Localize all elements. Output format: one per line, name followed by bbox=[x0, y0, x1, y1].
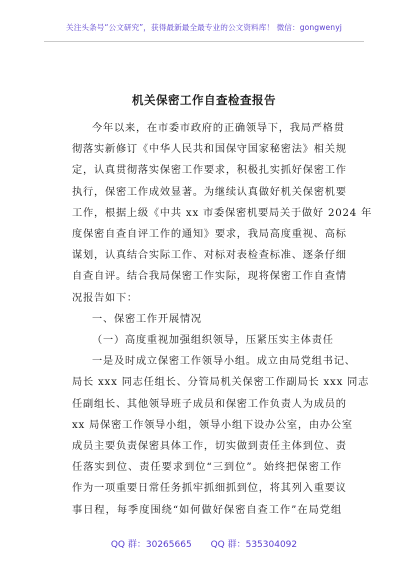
body-line: 任落实到位、责任要求到位“三到位”。始终把保密工作 bbox=[72, 462, 342, 474]
document-body bbox=[72, 118, 373, 521]
body-line: 况报告如下： bbox=[72, 292, 138, 304]
body-line: 局长 xxx 同志任组长、分管局机关保密工作副局长 xxx 同志 bbox=[72, 377, 370, 389]
header-divider bbox=[44, 41, 364, 42]
body-line: 度保密自查自评工作的通知》要求，我局高度重视、高标 bbox=[72, 229, 347, 241]
qq-group-2: QQ 群：535304092 bbox=[210, 540, 298, 550]
footer-contacts bbox=[0, 537, 408, 550]
body-line: 自查自评。结合我局保密工作实际，现将保密工作自查情 bbox=[72, 271, 347, 283]
subsection-heading: （一）高度重视加强组织领导，压紧压实主体责任 bbox=[92, 335, 334, 347]
qq-group-1: QQ 群：30265665 bbox=[110, 540, 192, 550]
body-line: 任副组长、其他领导班子成员和保密工作负责人为成员的 bbox=[72, 398, 347, 410]
body-line: 一是及时成立保密工作领导小组。成立由局党组书记、 bbox=[92, 356, 356, 368]
body-line: 成员主要负责保密具体工作，切实做到责任主体到位、责 bbox=[72, 441, 347, 453]
body-line: 彻落实新修订《中华人民共和国保守国家秘密法》相关规 bbox=[72, 144, 347, 156]
body-line: 谋划，认真结合实际工作、对标对表检查标准、逐条仔细 bbox=[72, 250, 347, 262]
body-line: 工作，根据上级《中共 xx 市委保密机要局关于做好 2024 年 bbox=[72, 207, 373, 219]
body-line: 作为一项重要日常任务抓牢抓细抓到位，将其列入重要议 bbox=[72, 483, 347, 495]
body-line: xx 局保密工作领导小组，领导小组下设办公室，由办公室 bbox=[72, 419, 353, 431]
document-title: 机关保密工作自查检查报告 bbox=[132, 93, 276, 107]
body-line: 执行，保密工作成效显著。为继续认真做好机关保密机要 bbox=[72, 186, 347, 198]
body-line: 事日程，每季度围绕“如何做好保密自查工作”在局党组 bbox=[72, 504, 342, 516]
body-line: 今年以来，在市委市政府的正确领导下，我局严格贯 bbox=[92, 123, 345, 134]
header-banner: 关注头条号“公文研究”，获得最新最全最专业的公文资料库！ 微信：gongwenyj bbox=[66, 23, 342, 32]
section-heading: 一、保密工作开展情况 bbox=[92, 313, 202, 325]
body-line: 定，认真贯彻落实保密工作要求，积极扎实抓好保密工作 bbox=[72, 165, 347, 177]
